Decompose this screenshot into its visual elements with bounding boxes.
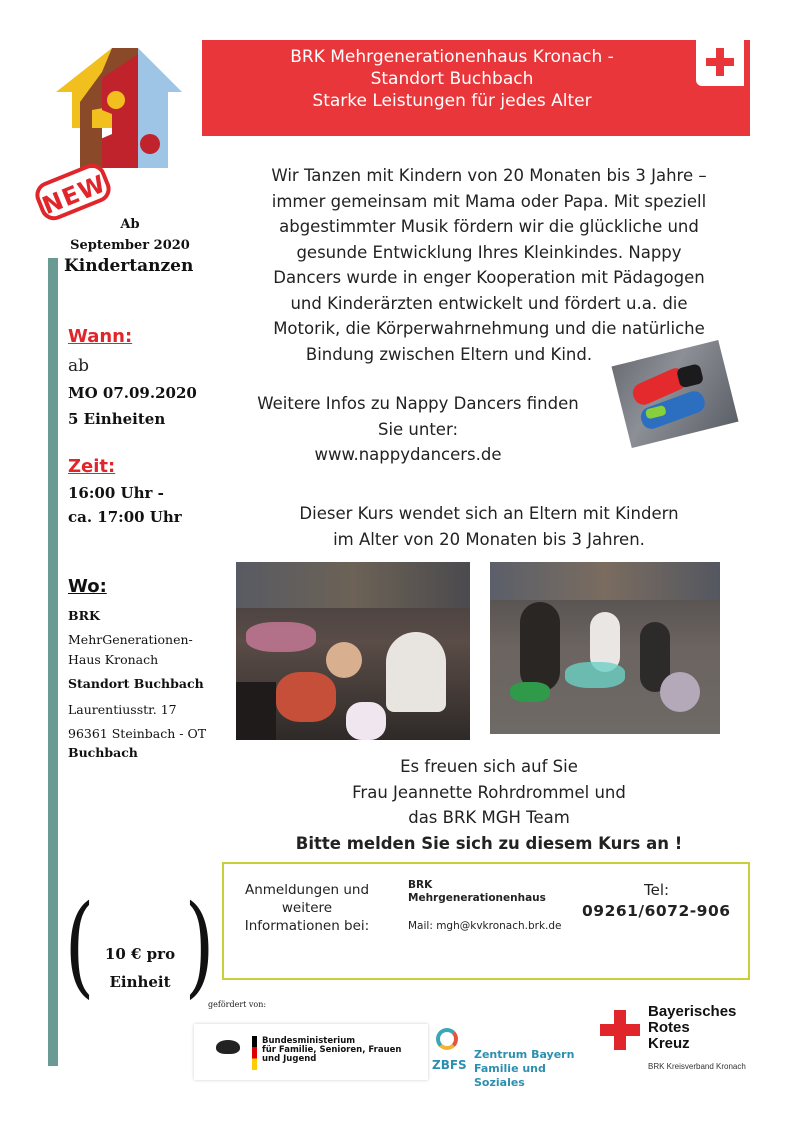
flag-icon (252, 1036, 257, 1070)
audience-line-2: im Alter von 20 Monaten bis 3 Jahren. (333, 529, 645, 549)
right-parenthesis: ) (184, 881, 215, 1009)
closing-text (222, 754, 756, 856)
brk-line-3: Kreuz (648, 1035, 690, 1052)
contact-label-line-1: Anmeldungen und (244, 882, 370, 898)
zbfs-line-1: Zentrum Bayern (474, 1048, 575, 1061)
intro-line: gesunde Entwicklung Ihres Kleinkindes. Nappy (296, 242, 682, 262)
contact-label-line-3: Informationen bei: (244, 918, 370, 934)
when-line-2: MO 07.09.2020 (68, 384, 197, 402)
zbfs-logo (430, 1028, 600, 1089)
website-link[interactable]: www.nappydancers.de (314, 445, 502, 464)
when-line-1: ab (68, 356, 90, 376)
where-line-3: Haus Kronach (68, 652, 159, 667)
ministry-line-2: für Familie, Senioren, Frauen (262, 1045, 402, 1055)
where-heading: Wo: (68, 576, 107, 597)
where-line-6: 96361 Steinbach - OT (68, 726, 207, 741)
contact-org (408, 879, 546, 905)
when-heading: Wann: (68, 326, 133, 347)
intro-line: Wir Tanzen mit Kindern von 20 Monaten bis 3 Jahre – (271, 166, 707, 185)
funding-label: gefördert von: (208, 1000, 267, 1009)
tel-label: Tel: (644, 881, 670, 899)
closing-line-2: Frau Jeannette Rohrdrommel und (352, 782, 626, 802)
intro-line: Dancers wurde in enger Kooperation mit Pädagogen (273, 268, 705, 287)
header-line-2: Standort Buchbach (370, 69, 534, 89)
brk-sub: BRK Kreisverband Kronach (648, 1062, 746, 1071)
zbfs-ring-icon (436, 1028, 458, 1050)
contact-org-line-2: Mehrgenerationenhaus (408, 892, 546, 904)
header-line-3: Starke Leistungen für jedes Alter (312, 91, 592, 111)
intro-paragraph (222, 163, 756, 367)
dance-photo-right (490, 562, 720, 734)
start-line-2: September 2020 (70, 238, 190, 253)
price-line-1: 10 € pro (104, 945, 176, 963)
contact-box (222, 862, 750, 980)
intro-line: Motorik, die Körperwahrnehmung und die natürliche (273, 319, 705, 338)
more-info (222, 391, 614, 468)
intro-line: und Kinderärzten entwickelt und fördert u.a. die (290, 293, 688, 313)
left-parenthesis: ( (64, 881, 95, 1009)
where-line-5: Laurentiusstr. 17 (68, 702, 177, 717)
audience-line-1: Dieser Kurs wendet sich an Eltern mit Kindern (299, 504, 679, 523)
ministry-line-3: und Jugend (262, 1054, 317, 1064)
start-label (60, 214, 200, 256)
left-accent-bar (48, 258, 58, 1066)
course-title: Kindertanzen (64, 256, 194, 276)
ministry-logo (194, 1024, 428, 1080)
registration-call: Bitte melden Sie sich zu diesem Kurs an ! (295, 833, 683, 853)
where-line-2: MehrGenerationen- (68, 632, 193, 647)
more-info-line-2: Sie unter: (377, 419, 459, 439)
closing-line-1: Es freuen sich auf Sie (400, 757, 578, 776)
contact-label-line-2: weitere (281, 900, 333, 916)
closing-line-3: das BRK MGH Team (408, 808, 570, 827)
intro-line: abgestimmter Musik fördern wir die glückliche und (279, 217, 699, 236)
ministry-line-1: Bundesministerium (262, 1036, 356, 1046)
when-line-3: 5 Einheiten (68, 410, 166, 428)
brk-line-2: Rotes (648, 1019, 690, 1036)
tel-number[interactable]: 09261/6072-906 (582, 902, 731, 920)
price-text (92, 940, 188, 996)
header-banner (202, 40, 750, 136)
more-info-line-1: Weitere Infos zu Nappy Dancers finden (257, 394, 579, 413)
brk-line-1: Bayerisches (648, 1003, 737, 1020)
price-line-2: Einheit (109, 973, 171, 991)
contact-label (242, 881, 372, 935)
brk-cross-icon (600, 1010, 640, 1050)
puzzle-house-icon (52, 44, 184, 174)
zbfs-short: ZBFS (432, 1058, 467, 1072)
where-line-4: Standort Buchbach (68, 676, 204, 691)
start-line-1: Ab (120, 217, 140, 232)
red-cross-icon (706, 48, 734, 76)
contact-org-line-1: BRK (408, 879, 433, 891)
audience-text (222, 501, 756, 552)
time-line-2: ca. 17:00 Uhr (68, 508, 182, 526)
intro-line: immer gemeinsam mit Mama oder Papa. Mit speziell (271, 191, 707, 211)
badge-text: NEW (38, 169, 110, 221)
brk-logo (598, 1002, 758, 1082)
where-line-1: BRK (68, 608, 100, 623)
zbfs-line-2: Familie und Soziales (474, 1062, 546, 1089)
eagle-icon (216, 1040, 240, 1054)
contact-mail[interactable]: Mail: mgh@kvkronach.brk.de (408, 920, 562, 932)
where-line-7: Buchbach (68, 745, 138, 760)
intro-line: Bindung zwischen Eltern und Kind. (305, 344, 593, 364)
time-line-1: 16:00 Uhr - (68, 484, 164, 502)
dance-photo-left (236, 562, 470, 740)
time-heading: Zeit: (68, 456, 116, 477)
cross-box (696, 38, 744, 86)
header-line-1: BRK Mehrgenerationenhaus Kronach - (290, 47, 614, 67)
